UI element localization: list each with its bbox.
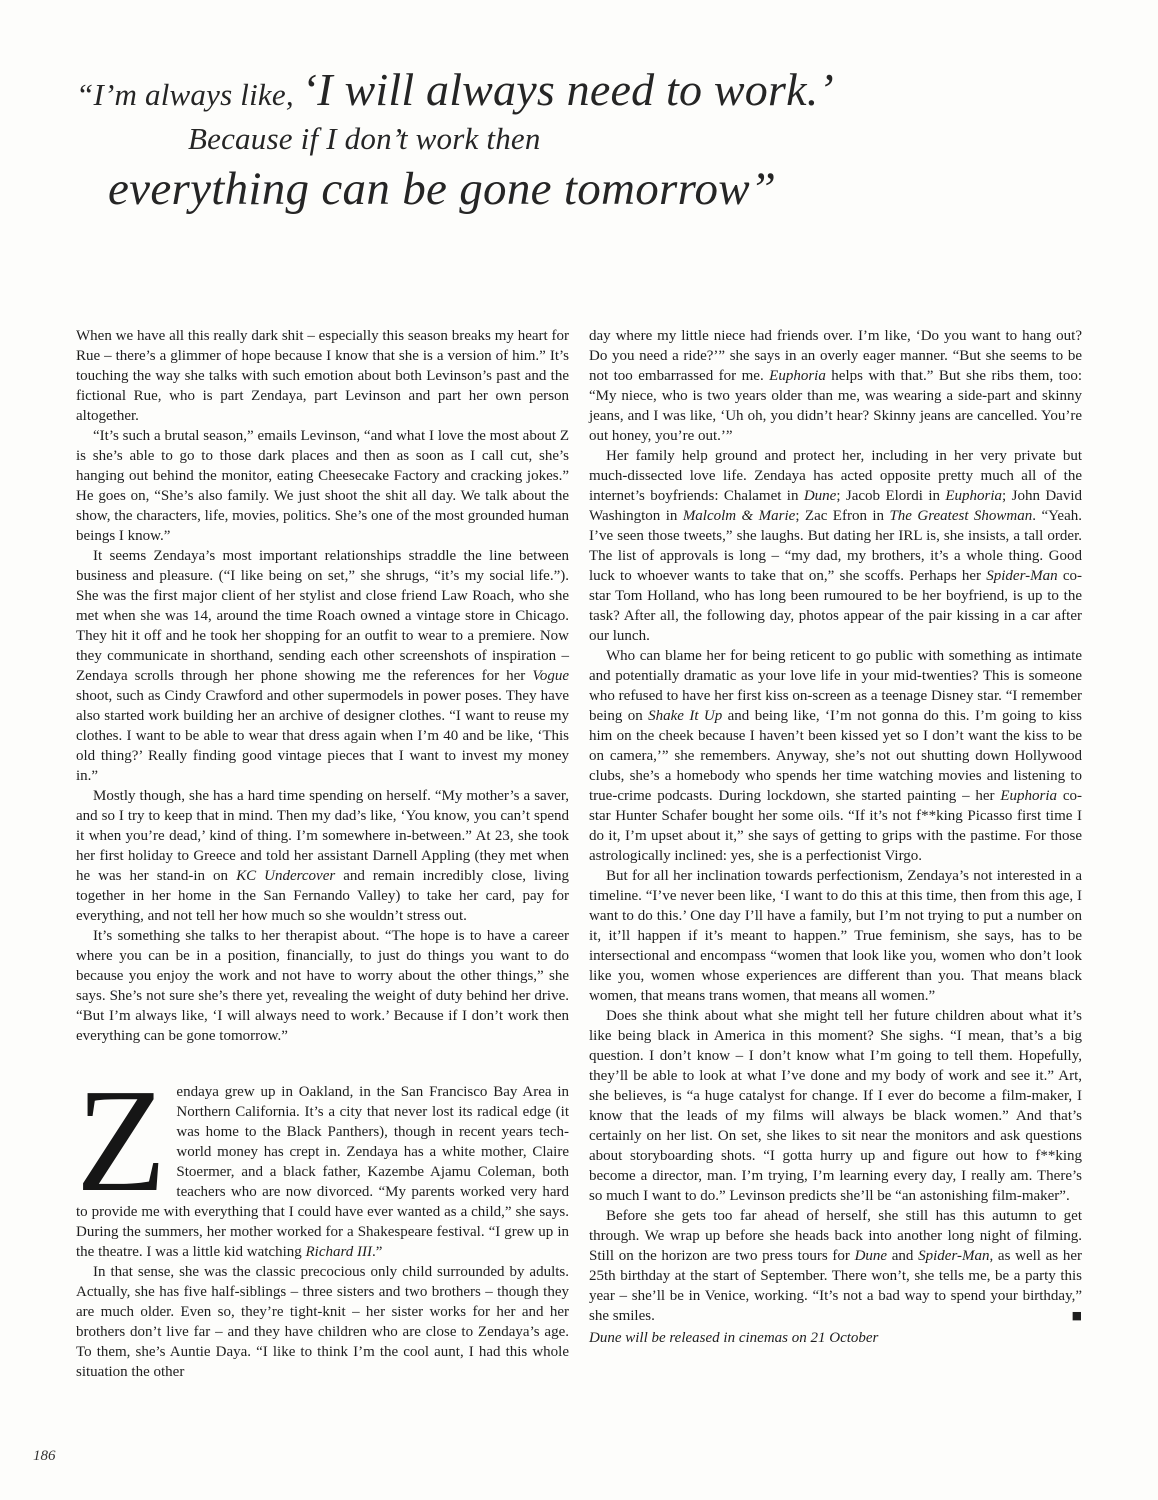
pull-quote-intro: “I’m always like, — [76, 77, 302, 112]
dropcap-paragraph — [76, 1059, 569, 1262]
italic-text-run: Vogue — [532, 668, 569, 684]
text-run: shoot, such as Cindy Crawford and other supermodels in power poses. They have also started work building her an archive of designer clothes. “I want to reuse my clothes. I want to be able to wear that dress again when I’m 40 and be like, ‘This old thing?’ Really finding good vintage pieces that I want to invest my money in.” — [76, 688, 569, 784]
left-column — [76, 326, 569, 1382]
end-mark: ■ — [1071, 1309, 1082, 1322]
italic-text-run: Malcolm & Marie — [682, 508, 796, 524]
left-paragraphs-after — [76, 1262, 569, 1382]
drop-cap-letter: Z — [76, 1059, 167, 1223]
paragraph — [76, 1262, 569, 1382]
text-run: helps with that.” But she ribs them, too: “My niece, who is two years older than me, was wearing a side-part and skinny jeans, and I was like, ‘Uh oh, you didn’t hear? Skinny jeans are cancelled. You’re out honey, you’re out.’” — [589, 368, 1082, 444]
italic-text-run: Euphoria — [1000, 788, 1058, 804]
paragraph — [589, 1006, 1082, 1206]
paragraph — [589, 326, 1082, 446]
text-run: Before she gets too far ahead of herself, she still has this autumn to get through. We wrap up before she heads back into another long night of filming. Still on the horizon are two press tours for — [589, 1208, 1082, 1264]
text-run: ; Zac Efron in — [795, 508, 890, 524]
text-run: ; Jacob Elordi in — [836, 488, 946, 504]
text-run: and remain incredibly close, living together in her home in the San Fernando Valley) to take her card, pay for everything, and not tell her how much so she wouldn’t stress out. — [76, 868, 569, 924]
text-run: Her family help ground and protect her, including in her very private but much-dissected love life. Zendaya has acted opposite pretty much all of the internet’s boyfriends: Chalamet in — [589, 448, 1082, 504]
italic-text-run: Spider-Man — [986, 568, 1058, 584]
text-run: “It’s such a brutal season,” emails Levinson, “and what I love the most about Z is she’s able to go to those dark places and then as soon as I call cut, she’s hanging out behind the monitor, eating Cheesecake Factory and cracking jokes.” He goes on, “She’s also family. We just shoot the shit all day. We talk about the show, the characters, life, movies, politics. She’s one of the most grounded human beings I know.” — [76, 428, 569, 544]
pull-quote-emphasis: ‘I will always need to work.’ — [301, 64, 834, 115]
article-body — [76, 326, 1082, 1382]
pull-quote-line3: everything can be gone tomorrow” — [108, 162, 777, 215]
text-run: In that sense, she was the classic precocious only child surrounded by adults. Actually, she has five half-siblings – three sisters and two brothers – though they are much older. Even so, they’re tight-knit – her sister works for her and her brothers don’t live far – and they have children who are close to Zendaya’s age. To them, she’s Auntie Daya. “I like to think I’m the cool aunt, I had this whole situation the other — [76, 1264, 569, 1380]
left-paragraphs — [76, 326, 569, 1046]
text-run: Mostly though, she has a hard time spending on herself. “My mother’s a saver, and so I try to keep that in mind. Then my dad’s like, ‘You know, you can’t spend it when you’re dead,’ kind of thing. I’m somewhere in-between.” At 23, she took her first holiday to Greece and told her assistant Darnell Appling (they met when he was her stand-in on — [76, 788, 569, 884]
paragraph — [589, 446, 1082, 646]
text-run: It seems Zendaya’s most important relationships straddle the line between business and pleasure. (“I like being on set,” she shrugs, “it’s my social life.”). She was the first major client of her stylist and close friend Law Roach, who she met when she was 14, around the time Roach owned a vintage store in Chicago. They hit it off and he took her shopping for an outfit to wear to a premiere. Now they communicate in shorthand, sending each other screenshots of inspiration – Zendaya scrolls through her phone showing me the references for her — [76, 548, 569, 684]
italic-text-run: Euphoria — [769, 368, 826, 384]
text-run: day where my little niece had friends over. I’m like, ‘Do you want to hang out? Do you need a ride?’” she says in an overly eager manner. “But she seems to be not too embarrassed for me. — [589, 328, 1082, 384]
text-run: , as well as her 25th birthday at the start of September. There won’t, she tells me, be a party this year – she’ll be in Venice, working. “It’s not a bad way to spend your birthday,” she smiles. — [589, 1248, 1082, 1324]
italic-text-run: Shake It Up — [648, 708, 723, 724]
pull-quote-line2: Because if I don’t work then — [188, 121, 541, 157]
text-run: But for all her inclination towards perfectionism, Zendaya’s not interested in a timeline. “I’ve never been like, ‘I want to do this at this time, then from this age, I want to do this.’ One day I’ll have a family, but I’m not trying to put a number on it, it’ll happen if it’s meant to happen.” True feminism, she says, has to be intersectional and encompass “women that look like you, women who don’t look like you, women whose experiences are different than you. That means black women, that means trans women, that means all women.” — [589, 868, 1082, 1004]
pull-quote-line1 — [76, 66, 1086, 114]
paragraph — [76, 426, 569, 546]
text-run: and — [887, 1248, 919, 1264]
italic-text-run: Euphoria — [945, 488, 1003, 504]
paragraph — [76, 926, 569, 1046]
text-run: co-star Tom Holland, who has long been rumoured to be her boyfriend, is up to the task? After all, the following day, photos appear of the pair kissing in a car after our lunch. — [589, 568, 1082, 644]
paragraph — [589, 866, 1082, 1006]
italic-text-run: KC Undercover — [236, 868, 336, 884]
italic-text-run: Spider-Man — [918, 1248, 990, 1264]
italic-text-run: Richard III — [305, 1244, 373, 1260]
text-run: ; John David Washington in — [589, 488, 1082, 524]
pull-quote — [76, 66, 1086, 214]
text-run: When we have all this really dark shit – especially this season breaks my heart for Rue – there’s a glimmer of hope because I know that she is a version of him.” It’s touching the way she talks with such emotion about both Levinson’s past and the fictional Rue, who is part Zendaya, part Levinson and part her own person altogether. — [76, 328, 569, 424]
italic-text-run: Dune — [803, 488, 837, 504]
right-paragraphs — [589, 326, 1082, 1326]
italic-text-run: Dune — [854, 1248, 888, 1264]
text-run: and being like, ‘I’m not gonna do this. I’m going to kiss him on the cheek because I haven’t been kissed yet so I don’t want the kiss to be on camera,’” she remembers. Anyway, she’s not out shutting down Hollywood clubs, she’s a homebody who spends her time watching movies and listening to true-crime podcasts. During lockdown, she started painting – her — [589, 708, 1082, 804]
paragraph — [589, 1206, 1082, 1326]
text-run: .” — [372, 1244, 383, 1260]
text-run: Does she think about what she might tell her future children about what it’s like being black in America in this moment? She sighs. “I mean, that’s a big question. I don’t know – I don’t know what I’m going to tell them. Hopefully, they’ll be able to look at what I’ve done and my body of work and see it.” Art, she believes, is “a huge catalyst for change. If I ever do become a film-maker, I know that the leads of my films will always be black women.” And that’s certainly on her list. On set, she likes to sit near the monitors and ask questions about storyboarding shots. “I gotta hurry up and figure out how to f**king become a director, man. I’m trying, I’m learning every day, I really am. There’s so much I want to do.” Levinson predicts she’ll be “an astonishing film-maker”. — [589, 1008, 1082, 1204]
paragraph — [589, 646, 1082, 866]
paragraph — [76, 546, 569, 786]
release-credit: Dune will be released in cinemas on 21 October — [589, 1330, 879, 1346]
text-run: It’s something she talks to her therapist about. “The hope is to have a career where you can be in a position, financially, to just do things you want to do because you enjoy the work and not have to worry about the other things,” she says. She’s not sure she’s there yet, revealing the weight of duty behind her drive. “But I’m always like, ‘I will always need to work.’ Because if I don’t work then everything can be gone tomorrow.” — [76, 928, 569, 1044]
italic-text-run: The Greatest Showman — [889, 508, 1033, 524]
text-run: co-star Hunter Schafer bought her some oils. “If it’s not f**king Picasso first time I do it, I’m upset about it,” she says of getting to grips with the pastime. For those astrologically inclined: yes, she is a perfectionist Virgo. — [589, 788, 1083, 864]
text-run: endaya grew up in Oakland, in the San Francisco Bay Area in Northern California. It’s a city that never lost its radical edge (it was home to the Black Panthers), though in recent years tech-world money has crept in. Zendaya has a white mother, Claire Stoermer, and a black father, Kazembe Ajamu Coleman, both teachers who are now divorced. “My parents worked very hard to provide me with everything that I could have ever wanted as a child,” she says. During the summers, her mother worked for a Shakespeare festival. “I grew up in the theatre. I was a little kid watching — [76, 1084, 569, 1260]
page-number: 186 — [33, 1448, 56, 1464]
right-column — [589, 326, 1082, 1382]
paragraph — [76, 326, 569, 426]
text-run: Who can blame her for being reticent to go public with something as intimate and potentially dramatic as your love life in your mid-twenties? This is someone who refused to have her first kiss on-screen as a teenage Disney star. “I remember being on — [589, 648, 1082, 724]
text-run: . “Yeah. I’ve seen those tweets,” she laughs. But dating her IRL is, she insists, a tall order. The list of approvals is long – “my dad, my brothers, it’s a whole thing. Good luck to whoever wants to take that on,” she scoffs. Perhaps her — [589, 508, 1082, 584]
paragraph — [76, 786, 569, 926]
